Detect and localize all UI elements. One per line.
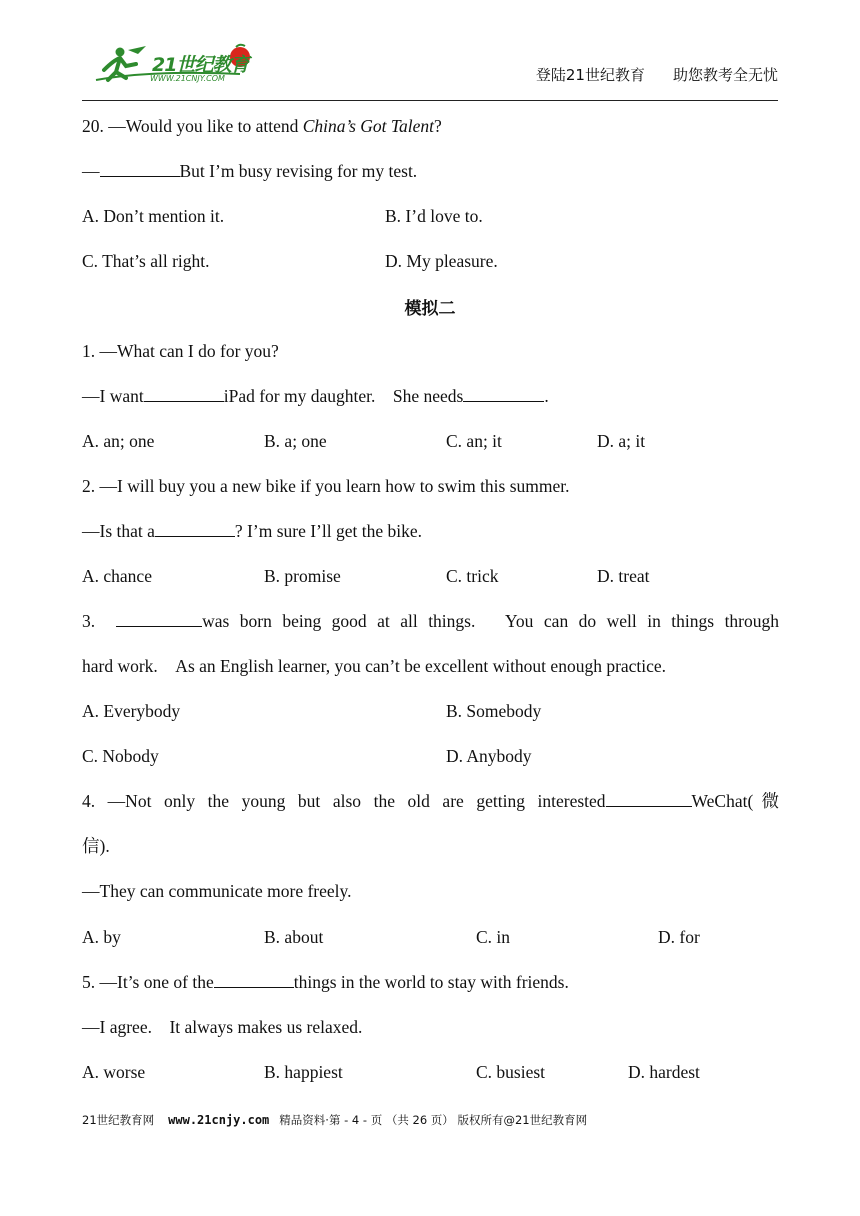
q2-reply-start: —Is that a	[82, 521, 155, 541]
q1-reply	[82, 384, 549, 408]
q5-option-d[interactable]: D. hardest	[628, 1062, 700, 1082]
q3-line-2: hard work. As an English learner, you can’t be excellent without enough practice.	[82, 656, 667, 676]
q3-option-d[interactable]: D. Anybody	[446, 746, 532, 766]
q3-line-1	[82, 609, 779, 633]
q2-option-b[interactable]: B. promise	[264, 566, 341, 586]
q4-option-c[interactable]: C. in	[476, 927, 511, 947]
q1-reply-middle: iPad for my daughter. She needs	[223, 386, 464, 406]
q5-stem-end: things in the world to stay with friends.	[293, 972, 569, 992]
q1-reply-start: —I want	[82, 386, 144, 406]
q2-option-a[interactable]: A. chance	[82, 566, 152, 586]
q1-blank-1[interactable]	[144, 384, 224, 402]
footer-page-info: 精品资料·第 - 4 - 页 （共 26 页） 版权所有@21世纪教育网	[279, 1113, 588, 1127]
q20-stem-text: 20. —Would you like to attend	[82, 116, 303, 136]
q20-stem	[82, 114, 442, 138]
q1-blank-2[interactable]	[463, 384, 544, 402]
q20-stem-end: ?	[434, 116, 442, 136]
q5-stem	[82, 970, 569, 994]
page-header	[82, 38, 778, 102]
header-slogan	[536, 64, 778, 85]
q20-reply-text: But I’m busy revising for my test.	[179, 161, 418, 181]
q3-number: 3.	[82, 611, 96, 631]
q20-reply	[82, 159, 417, 183]
q3-line-1-text: was born being good at all things. You can do well in things through	[202, 611, 780, 631]
q5-option-a[interactable]: A. worse	[82, 1062, 146, 1082]
slogan-login: 登陆21世纪教育	[535, 66, 645, 84]
q3-option-b[interactable]: B. Somebody	[446, 701, 542, 721]
q2-blank[interactable]	[155, 519, 235, 537]
q1-stem: 1. —What can I do for you?	[82, 341, 279, 361]
slogan-help: 助您教考全无忧	[672, 66, 778, 84]
q5-stem-start: 5. —It’s one of the	[82, 972, 214, 992]
q1-reply-end: .	[544, 386, 549, 406]
q4-line-2: 信).	[82, 836, 110, 856]
q1-option-a[interactable]: A. an; one	[82, 431, 155, 451]
q2-option-c[interactable]: C. trick	[446, 566, 499, 586]
q4-line-1-end: WeChat(微	[691, 791, 779, 811]
q20-blank[interactable]	[100, 159, 180, 177]
q4-line-1-text: 4. —Not only the young but also the old are getting interested	[82, 791, 606, 811]
logo-text: 21世纪教育	[152, 54, 249, 76]
q3-blank[interactable]	[116, 609, 202, 627]
q4-reply: —They can communicate more freely.	[82, 881, 352, 901]
footer-site-name: 21世纪教育网	[82, 1113, 155, 1127]
q4-line-1	[82, 789, 779, 813]
q1-option-d[interactable]: D. a; it	[597, 431, 646, 451]
q1-option-b[interactable]: B. a; one	[264, 431, 327, 451]
q20-option-b[interactable]: B. I’d love to.	[385, 206, 483, 226]
q4-option-a[interactable]: A. by	[82, 927, 121, 947]
q5-option-c[interactable]: C. busiest	[476, 1062, 546, 1082]
site-logo[interactable]	[90, 40, 270, 88]
q3-option-a[interactable]: A. Everybody	[82, 701, 181, 721]
q4-option-d[interactable]: D. for	[658, 927, 700, 947]
q5-reply: —I agree. It always makes us relaxed.	[82, 1017, 363, 1037]
footer-url-link[interactable]: www.21cnjy.com	[168, 1113, 270, 1127]
q5-option-b[interactable]: B. happiest	[264, 1062, 343, 1082]
q2-option-d[interactable]: D. treat	[597, 566, 650, 586]
q2-reply-end: ? I’m sure I’ll get the bike.	[234, 521, 422, 541]
q20-option-c[interactable]: C. That’s all right.	[82, 251, 210, 271]
page-footer	[82, 1112, 587, 1128]
q5-blank[interactable]	[214, 970, 294, 988]
section-title: 模拟二	[404, 299, 456, 319]
q4-blank[interactable]	[606, 789, 692, 807]
q4-option-b[interactable]: B. about	[264, 927, 324, 947]
q2-reply	[82, 519, 422, 543]
header-divider	[82, 100, 778, 101]
q3-option-c[interactable]: C. Nobody	[82, 746, 159, 766]
q2-stem: 2. —I will buy you a new bike if you learn how to swim this summer.	[82, 476, 570, 496]
q20-show-title: China’s Got Talent	[302, 116, 435, 136]
q1-option-c[interactable]: C. an; it	[446, 431, 502, 451]
logo-url: WWW.21CNJY.COM	[150, 74, 225, 83]
q20-reply-dash: —	[82, 161, 100, 181]
q20-option-d[interactable]: D. My pleasure.	[385, 251, 498, 271]
q20-option-a[interactable]: A. Don’t mention it.	[82, 206, 225, 226]
